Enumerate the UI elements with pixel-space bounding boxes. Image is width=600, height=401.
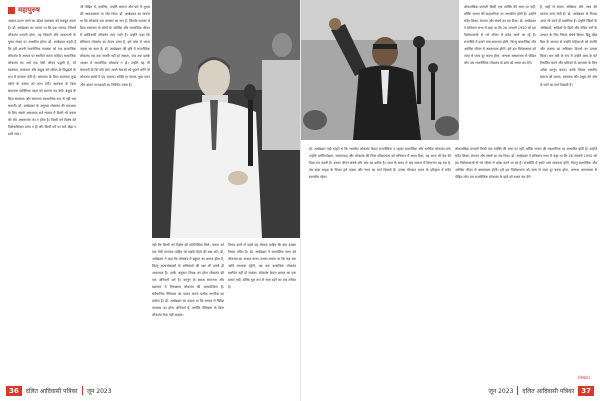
right-page-footer bbox=[488, 384, 594, 397]
section-marker-icon bbox=[8, 7, 15, 14]
right-page bbox=[300, 0, 600, 401]
right-column-top-1: लोकतांत्रिक प्रणाली किसी एक व्यक्ति की सत्ता पर नहीं, बल्कि जनता की सहभागिता पर आधारित होती है। उन्होंने सदैव शिक्षा, संगठन और संघर्ष का मंत्र दिया। डॉ. अम्बेडकर ने संविधान सभा में कहा था कि 26 जनवरी 1950 को हम विरोधाभासों से भरे जीवन में प्रवेश करने जा रहे हैं। राजनीति में हमारे पास समानता होगी, किन्तु सामाजिक और आर्थिक जीवन में असमानता होगी। हमें इस विरोधाभास को जल्द से जल्द दूर करना होगा, अन्यथा असमानता से पीड़ित लोग उस राजनीतिक लोकतंत्र के ढांचे को ध्वस्त कर देंगे। bbox=[464, 5, 537, 66]
left-column-1: आदान-प्रदान करने का उद्देश्य स्वतंत्रता को मजबूत करना है। डॉ. अम्बेडकर का मानना था कि एक समाज, जिसमें लोकतंत्र प्रभावी होगा, वह विचारों और भावनाओं के मुक्त संचार पर आधारित होगा। डॉ. अम्बेडकर कहते हैं कि हमें अपनी राजनीतिक व्यवस्था को एक सामाजिक लोकतंत्र के आधार पर स्थापित करना चाहिए। सामाजिक लोकतंत्र का अर्थ एक ऐसी जीवन पद्धति है, जो स्वतंत्रता, समानता और बंधुत्व को जीवन के सिद्धांतों के रूप में मान्यता देती है। समानता के बिना स्वतंत्रता कुछ लोगों के वर्चस्व को जन्म देगी। स्वतंत्रता के बिना समानता व्यक्तिगत पहल को समाप्त कर देगी। बंधुत्व के बिना स्वतंत्रता और समानता स्वाभाविक रूप से नहीं चल सकतीं। डॉ. अम्बेडकर के अनुसार लोकतंत्र की सफलता के लिए सबसे आवश्यक शर्त समाज में किसी भी प्रकार की घोर असमानता का न होना है। किसी वर्ग विशेष को विशेषाधिकार प्राप्त न हों और किसी वर्ग पर सारे बोझ न डाले जाएं। bbox=[8, 19, 77, 136]
photo-speaker-at-podium bbox=[301, 0, 459, 140]
right-column-3: डॉ. अम्बेडकर यही चाहते थे कि भारतीय लोकतंत्र केवल राजनीतिक न रहकर सामाजिक और आर्थिक लोकतंत्र बने। उन्होंने धर्मनिरपेक्षता, समाजवाद और लोकतंत्र की जिस परिकल्पना को संविधान में स्थान दिया, वह आज भी देश की दिशा तय करती है। उनका जीवन संघर्ष और ज्ञान का प्रतीक है। आज के समय में जब समाज में विभाजन बढ़ रहा है, तब बाबा साहब के विचार हमें एकता और न्याय का मार्ग दिखाते हैं। उनका योगदान भारत के इतिहास में सदैव स्मरणीय रहेगा। bbox=[309, 147, 451, 180]
left-column-3: नहीं कि किसी वर्ग विशेष को प्रतिनिधित्व मिले। जनता को एक ऐसी व्यवस्था चाहिए जो सबके हितों की रक्षा करे। डॉ. अम्बेडकर ने कहा कि लोकतंत्र में बहुमत का शासन होता है, किन्तु अल्पसंख्यकों के अधिकारों की रक्षा भी उतनी ही आवश्यक है। उनके अनुसार विपक्ष का होना लोकतंत्र की एक अनिवार्य शर्त है। कानून के समक्ष समानता और प्रशासन में निष्पक्षता लोकतंत्र की आधारशिला हैं। संवैधानिक नैतिकता का पालन करना प्रत्येक नागरिक का कर्तव्य है। डॉ. अम्बेडकर का कहना था कि समाज में नैतिक व्यवस्था का होना अनिवार्य है, क्योंकि नैतिकता के बिना लोकतंत्र टिक नहीं सकता। bbox=[152, 243, 224, 318]
left-column-2: जो पीड़ित थे, इसलिए, उन्होंने समाज और धर्म में सुधार की आवश्यकता पर जोर दिया। डॉ. अम्बेडकर का मानना था कि लोकतंत्र एक सरकार का रूप है, जिसके माध्यम से बिना रक्तपात के लोगों के आर्थिक और सामाजिक जीवन में क्रांतिकारी परिवर्तन लाए जाते हैं। उन्होंने कहा कि संविधान लोकतंत्र का केवल ढांचा है, इसे मांस से भरना जनता का काम है। डॉ. अम्बेडकर की दृष्टि में राजनीतिक लोकतंत्र तब तक स्थायी नहीं हो सकता, जब तक इसके आधार में सामाजिक लोकतंत्र न हो। उन्होंने यह भी चेतावनी दी कि यदि लोग अपने नेताओं को पूजने लगेंगे तो लोकतंत्र खतरे में पड़ जाएगा। भक्ति या नायक पूजा पतन और अंततः तानाशाही का निश्चित रास्ता है। bbox=[80, 5, 150, 87]
footer-divider bbox=[82, 386, 83, 395]
issue-date: जून 2023 bbox=[488, 387, 514, 395]
left-column-4: विचार करने से पहले वह सोचना चाहिए कि क्या उसका विचार उचित है। डॉ. अम्बेडकर ने सामाजिक न्याय को लोकतंत्र का आधार माना। उनका मानना था कि जब तक जाति व्यवस्था रहेगी, तब तक वास्तविक लोकतंत्र स्थापित नहीं हो सकता। लोकतंत्र केवल शासन का एक प्रकार नहीं, बल्कि मूल रूप से साथ रहने का एक तरीका है। bbox=[228, 243, 296, 290]
magazine-name: दलित आदिवासी पत्रिका bbox=[25, 387, 78, 395]
podium-photo-illustration bbox=[301, 0, 459, 140]
magazine-name: दलित आदिवासी पत्रिका bbox=[522, 387, 575, 395]
left-page-footer bbox=[6, 384, 112, 397]
article-end-credit: (लेखक) bbox=[577, 375, 590, 380]
section-tag bbox=[8, 6, 40, 15]
photo-speaker-at-microphone bbox=[152, 0, 300, 238]
speaker-photo-illustration bbox=[152, 0, 300, 238]
footer-divider bbox=[517, 386, 518, 395]
page-number: 36 bbox=[6, 386, 22, 396]
issue-date: जून 2023 bbox=[86, 387, 112, 395]
right-column-top-2: हैं, जहाँ से समान अधिकार और न्याय की भावना जन्म लेती है। डॉ. अम्बेडकर के विचार आज भी उतने ही प्रासंगिक हैं। उन्होंने स्त्रियों के अधिकारों, श्रमिकों के हितों और वंचित वर्गों के उत्थान के लिए निरंतर संघर्ष किया। हिंदू कोड बिल के माध्यम से उन्होंने महिलाओं को संपत्ति और तलाक का अधिकार दिलाने का प्रयास किया। श्रम मंत्री के रूप में उन्होंने काम के घंटे निर्धारित करने और श्रमिकों के कल्याण के लिए अनेक कानून बनाए। उनके विचार भारतीय समाज को समता, स्वतंत्रता और बंधुत्व की ओर ले जाने का मार्ग दिखाते हैं। bbox=[540, 5, 597, 87]
page-number: 37 bbox=[578, 386, 594, 396]
section-title: महापुरुष bbox=[18, 6, 40, 14]
right-column-4: लोकतांत्रिक प्रणाली किसी एक व्यक्ति की सत्ता पर नहीं, बल्कि जनता की सहभागिता पर आधारित होती है। उन्होंने सदैव शिक्षा, संगठन और संघर्ष का मंत्र दिया। डॉ. अम्बेडकर ने संविधान सभा में कहा था कि 26 जनवरी 1950 को हम विरोधाभासों से भरे जीवन में प्रवेश करने जा रहे हैं। राजनीति में हमारे पास समानता होगी, किन्तु सामाजिक और आर्थिक जीवन में असमानता होगी। हमें इस विरोधाभास को जल्द से जल्द दूर करना होगा, अन्यथा असमानता से पीड़ित लोग उस राजनीतिक लोकतंत्र के ढांचे को ध्वस्त कर देंगे। bbox=[455, 147, 597, 180]
